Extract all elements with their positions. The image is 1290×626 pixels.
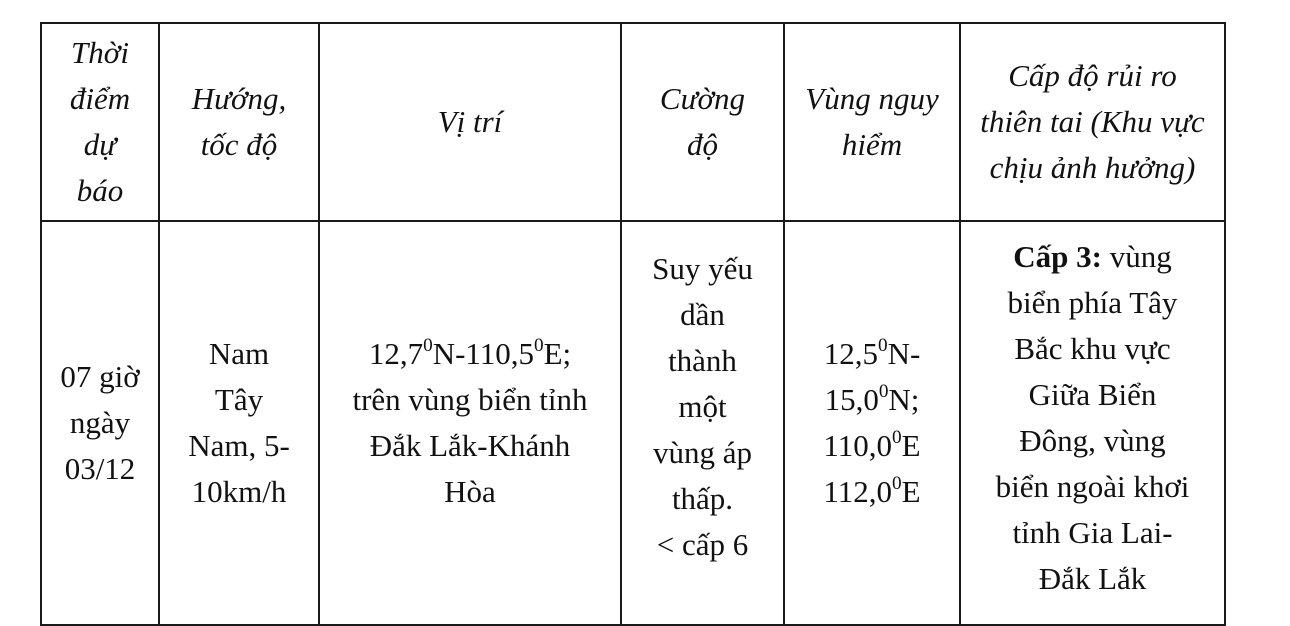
danger-zone-line: 12,5$^0$N-: [823, 334, 921, 371]
direction-line: Nam: [208, 336, 270, 371]
cell-danger-zone: [784, 221, 960, 625]
risk-first-line: Cấp 3: vùng: [1013, 239, 1172, 274]
header-position: Vị trí: [319, 23, 621, 221]
intensity-line: dần: [680, 297, 725, 332]
risk-line: Giữa Biển: [1028, 377, 1157, 412]
position-coordinates: 12,7$^0$N-110,5$^0$E;: [368, 334, 572, 371]
intensity-line: vùng áp: [652, 435, 752, 470]
time-line: 03/12: [64, 451, 136, 486]
danger-zone-line: 112,0$^0$E: [823, 472, 921, 509]
intensity-line: thấp.: [671, 481, 734, 516]
position-line: Đắk Lắk-Khánh: [369, 428, 571, 463]
risk-line: biển phía Tây: [1007, 285, 1178, 320]
direction-line: Tây: [214, 382, 264, 417]
risk-line: Đông, vùng: [1019, 423, 1166, 458]
risk-line: tỉnh Gia Lai-: [1012, 515, 1173, 550]
position-line: Hòa: [444, 474, 496, 509]
header-intensity: Cường độ: [621, 23, 784, 221]
risk-line: biển ngoài khơi: [995, 469, 1190, 504]
time-line: ngày: [69, 405, 131, 440]
forecast-table: [40, 22, 1226, 626]
intensity-line: một: [678, 389, 727, 424]
risk-line: Đắk Lắk: [1038, 561, 1147, 596]
header-danger-zone: Vùng nguy hiểm: [784, 23, 960, 221]
cell-risk-level: [960, 221, 1225, 625]
cell-intensity: [621, 221, 784, 625]
position-line: trên vùng biển tỉnh: [352, 382, 588, 417]
danger-zone-line: 15,0$^0$N;: [824, 380, 920, 417]
header-risk-level: Cấp độ rủi ro thiên tai (Khu vực chịu ảnh hưởng): [960, 23, 1225, 221]
header-time: Thời điểm dự báo: [41, 23, 159, 221]
time-line: 07 giờ: [60, 359, 140, 394]
intensity-line: thành: [668, 343, 737, 378]
direction-line: 10km/h: [191, 474, 287, 509]
danger-zone-line: 110,0$^0$E: [823, 426, 921, 463]
intensity-line: Suy yếu: [652, 251, 753, 286]
cell-time: [41, 221, 159, 625]
header-direction-speed: Hướng, tốc độ: [159, 23, 319, 221]
forecast-row: [41, 221, 1225, 625]
header-row: [41, 23, 1225, 221]
cell-position: [319, 221, 621, 625]
cell-direction-speed: [159, 221, 319, 625]
risk-line: Bắc khu vực: [1014, 331, 1171, 366]
direction-line: Nam, 5-: [188, 428, 290, 463]
risk-level-label: Cấp 3:: [1013, 239, 1102, 274]
intensity-line: < cấp 6: [656, 527, 749, 562]
